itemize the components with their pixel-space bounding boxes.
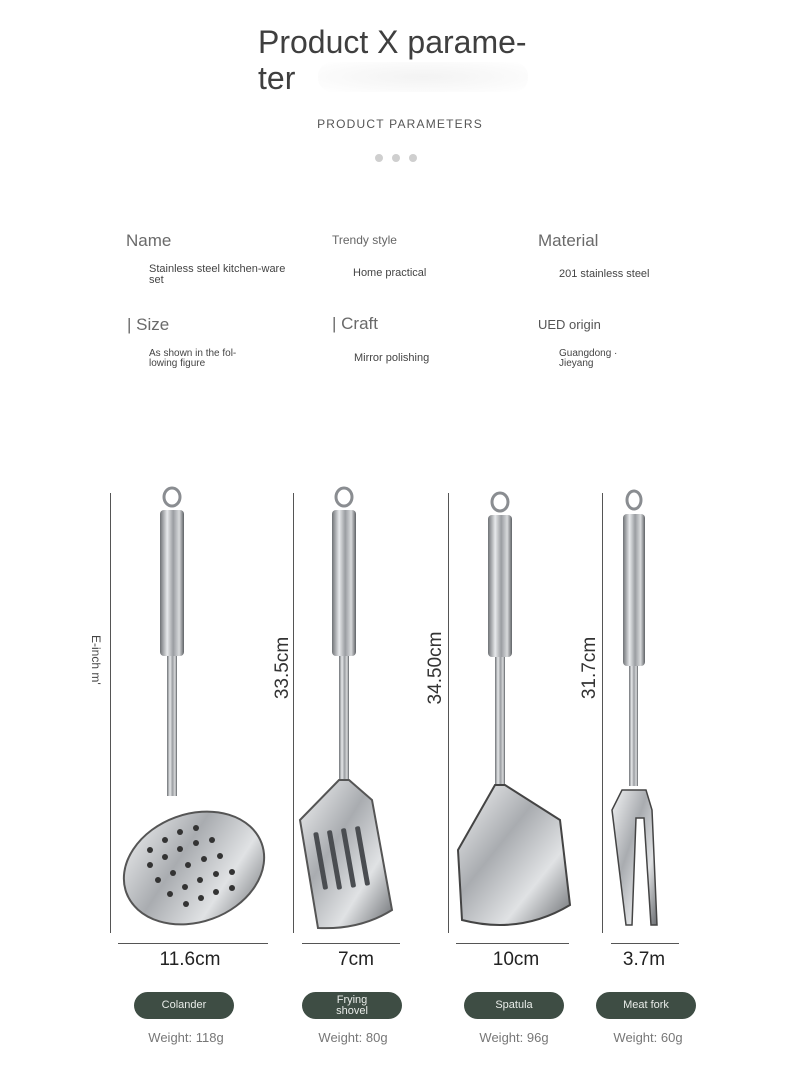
pagination-dots [375,154,417,162]
param-craft-label: | Craft [332,314,378,333]
fork-width-label: 3.7m [622,949,666,970]
colander-image [108,488,280,940]
colander-handle [160,510,184,656]
param-style-value: Home practical [353,267,427,279]
shovel-stem [339,656,349,786]
shovel-weight: Weight: 80g [318,1030,388,1045]
spatula-stem [495,657,505,787]
param-material-label: Material [538,231,599,250]
param-name-value: Stainless steel kitchen-ware set [149,263,286,286]
param-size-label: | Size [127,315,170,334]
colander-width-line [118,943,268,944]
param-origin-label: UED origin [538,317,601,332]
spatula-blade [458,785,570,925]
utensils-illustration [0,480,800,940]
fork-stem [629,666,638,786]
param-name-label: Name [126,231,172,250]
shovel-width-line [302,943,400,944]
dot-1 [375,154,383,162]
param-craft-value: Mirror polishing [354,352,430,364]
param-material-value: 201 stainless steel [559,268,650,280]
shovel-width-label: 7cm [338,949,374,970]
spatula-width-label: 10cm [492,949,540,970]
fork-length-label: 31.7cm [579,636,600,700]
spatula-handle [488,515,512,657]
spatula-hook [492,493,508,511]
param-size-value: As shown in the fol-lowing figure [149,348,237,369]
param-origin-value: Guangdong · Jieyang [559,348,618,369]
spatula-length-label: 34.50cm [425,631,446,705]
colander-name-pill: Colander [134,992,234,1019]
shovel-image [300,488,392,928]
fork-tines [612,790,657,925]
fork-name-pill: Meat fork [596,992,696,1019]
shovel-handle [332,510,356,656]
param-style-label: Trendy style [332,233,397,247]
colander-stem [167,656,177,796]
colander-bowl [108,793,280,940]
spatula-weight: Weight: 96g [479,1030,549,1045]
spatula-image [458,493,570,925]
page-subtitle: PRODUCT PARAMETERS [317,117,483,131]
dot-2 [392,154,400,162]
colander-width-label: 11.6cm [159,949,221,970]
fork-weight: Weight: 60g [613,1030,683,1045]
spatula-name-pill: Spatula [464,992,564,1019]
colander-hook [164,488,180,506]
shovel-length-label: 33.5cm [272,636,293,700]
title-blur-decoration [318,62,528,92]
dot-3 [409,154,417,162]
page-title: Product X parame-ter [258,24,527,96]
colander-length-label: E-inch m' [89,635,103,685]
fork-hook [627,491,641,509]
fork-width-line [611,943,679,944]
spatula-width-line [456,943,569,944]
shovel-name-pill: Frying shovel [302,992,402,1019]
colander-weight: Weight: 118g [148,1030,224,1045]
fork-image [612,491,657,925]
shovel-hook [336,488,352,506]
fork-handle [623,514,645,666]
